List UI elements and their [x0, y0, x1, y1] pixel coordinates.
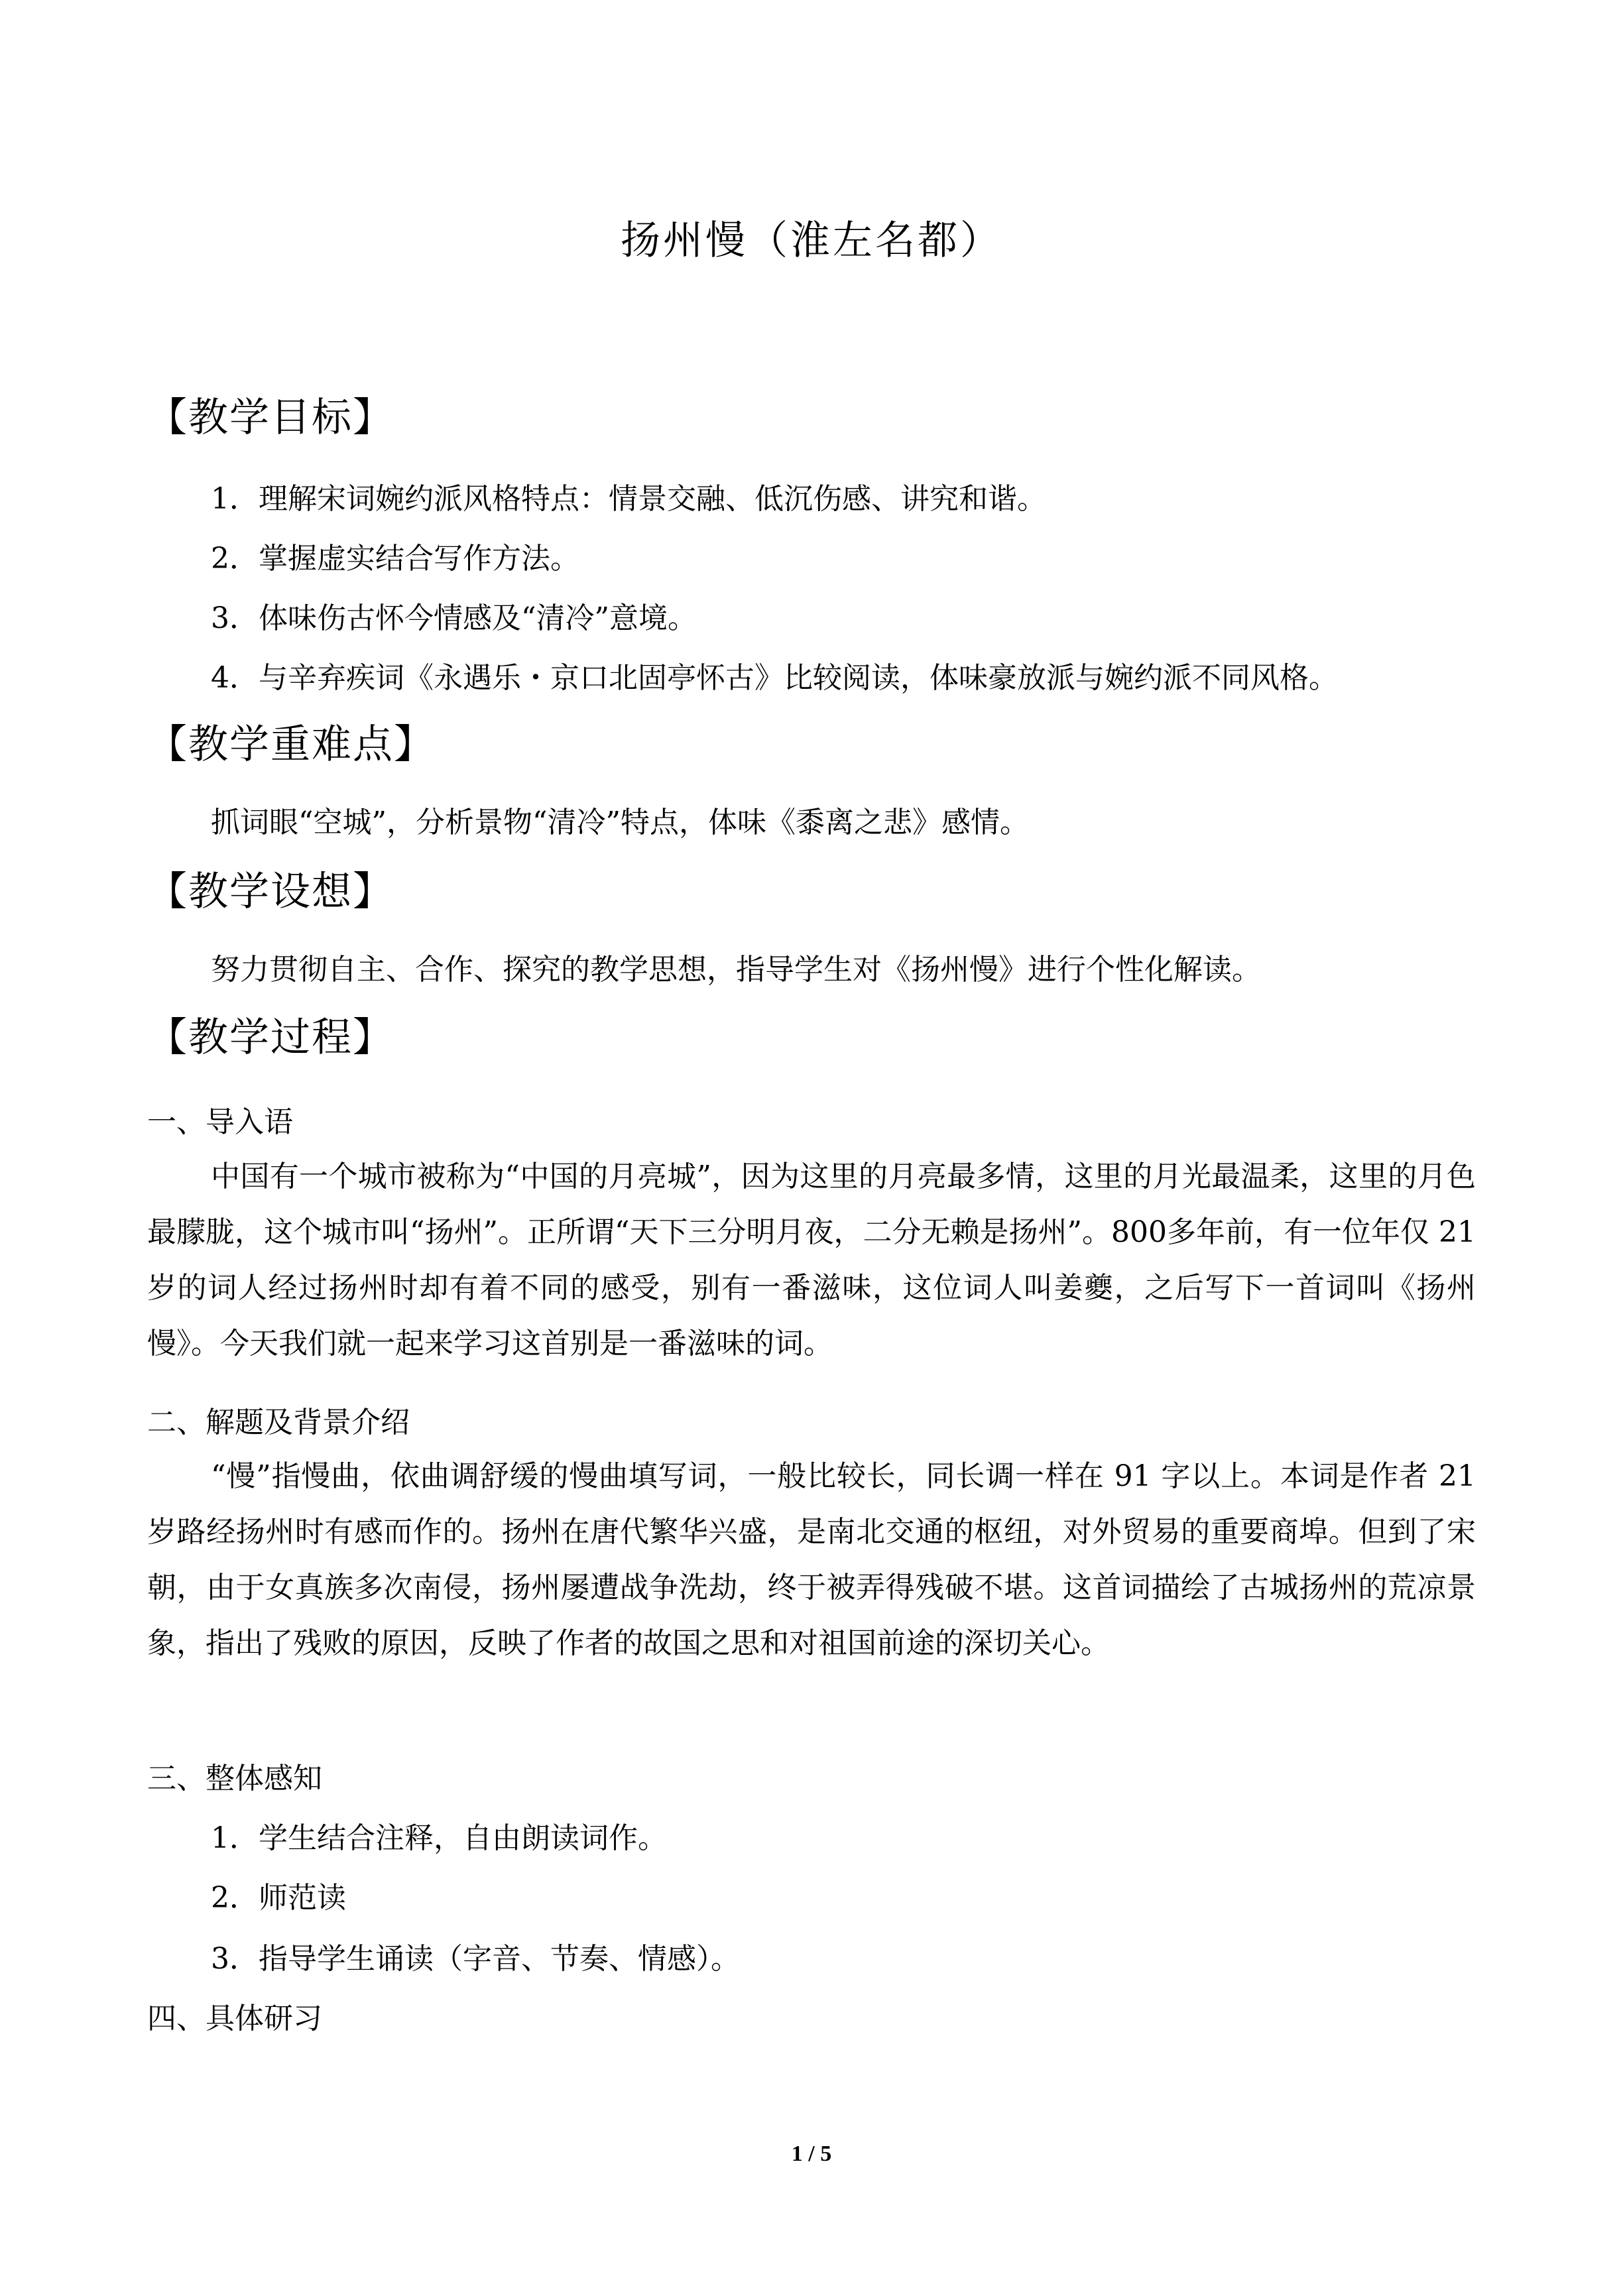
goal-item: 4．与辛弃疾词《永遇乐・京口北固亭怀古》比较阅读，体味豪放派与婉约派不同风格。: [211, 661, 1338, 695]
concept-text: 努力贯彻自主、合作、探究的教学思想，指导学生对《扬州慢》进行个性化解读。: [211, 953, 1261, 987]
goal-item: 3．体味伤古怀今情感及“清冷”意境。: [211, 601, 697, 635]
heading-key-points: 【教学重难点】: [147, 721, 435, 768]
part3-item: 2．师范读: [211, 1881, 346, 1915]
part3-item: 3．指导学生诵读（字音、节奏、情感）。: [211, 1942, 740, 1976]
part1-title: 一、导入语: [147, 1105, 293, 1139]
goal-item: 1．理解宋词婉约派风格特点：情景交融、低沉伤感、讲究和谐。: [211, 482, 1046, 516]
key-points-text: 抓词眼“空城”，分析景物“清冷”特点，体味《黍离之悲》感情。: [211, 806, 1029, 839]
part1-paragraph: 中国有一个城市被称为“中国的月亮城”，因为这里的月亮最多情，这里的月光最温柔，这里的月色最朦胧，这个城市叫“扬州”。正所谓“天下三分明月夜，二分无赖是扬州”。800多年前，有一位年仅 21 岁的词人经过扬州时却有着不同的感受，别有一番滋味，这位词人叫姜夔，之后写下一首词叫《扬州慢》。今天我们就一起来学习这首别是一番滋味的词。: [147, 1160, 1476, 1360]
part2-title: 二、解题及背景介绍: [147, 1406, 410, 1439]
heading-process: 【教学过程】: [147, 1014, 394, 1061]
part3-item: 1．学生结合注释，自由朗读词作。: [211, 1821, 667, 1855]
part2-paragraph: “慢”指慢曲，依曲调舒缓的慢曲填写词，一般比较长，同长调一样在 91 字以上。本词是作者 21 岁路经扬州时有感而作的。扬州在唐代繁华兴盛，是南北交通的枢纽，对外贸易的重要商埠。但到了宋朝，由于女真族多次南侵，扬州屡遭战争洗劫，终于被弄得残破不堪。这首词描绘了古城扬州的荒凉景象，指出了残败的原因，反映了作者的故国之思和对祖国前途的深切关心。: [147, 1459, 1476, 1660]
goal-item: 2．掌握虚实结合写作方法。: [211, 542, 579, 575]
page-number: 1 / 5: [791, 2142, 832, 2166]
page-title: 扬州慢（淮左名都）: [621, 217, 1002, 264]
heading-concept: 【教学设想】: [147, 869, 394, 915]
heading-goals: 【教学目标】: [147, 394, 394, 441]
part3-title: 三、整体感知: [147, 1762, 322, 1795]
part4-title: 四、具体研习: [147, 2002, 322, 2035]
